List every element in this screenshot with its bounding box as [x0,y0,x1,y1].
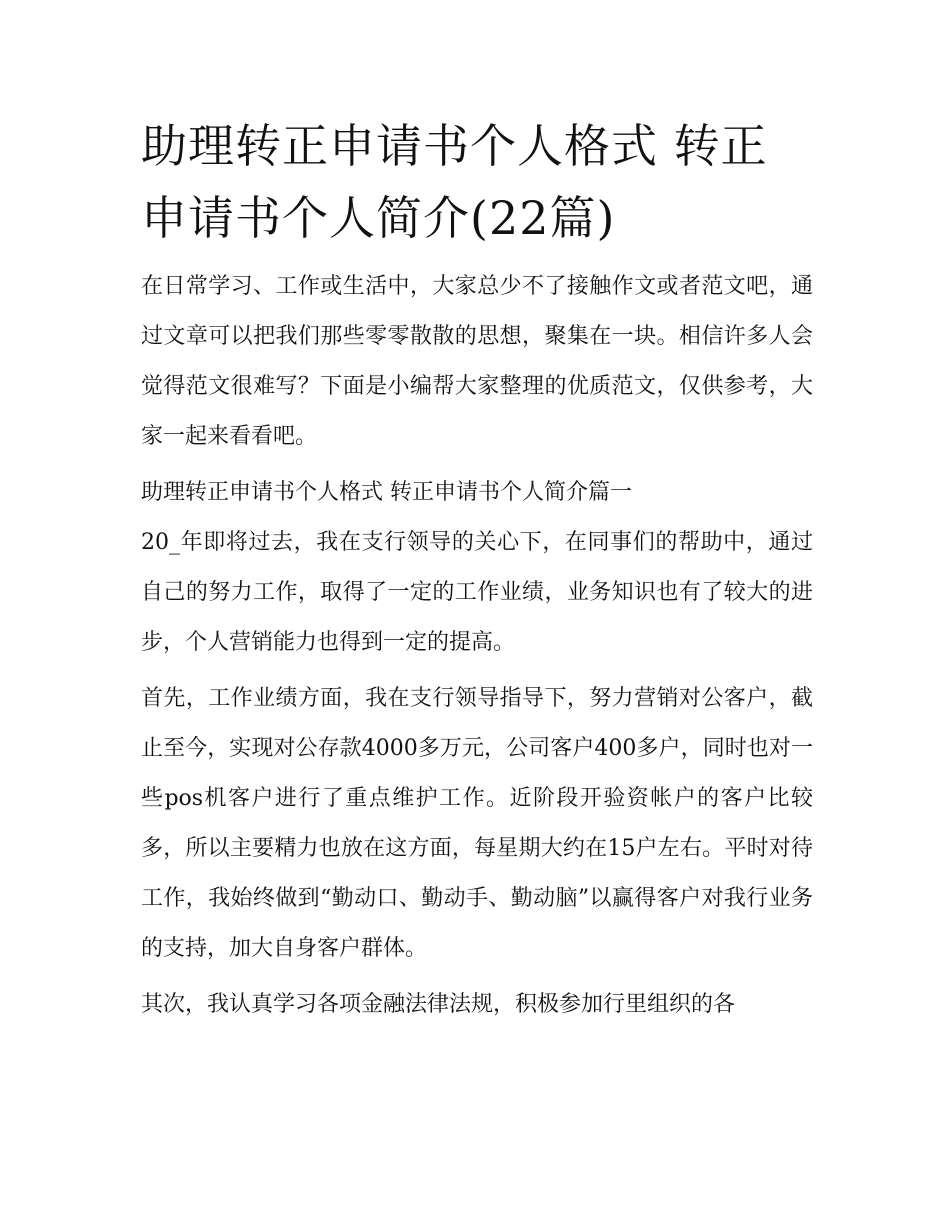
intro-paragraph: 在日常学习、工作或生活中，大家总少不了接触作文或者范文吧，通过文章可以把我们那些零零散散的思想，聚集在一块。相信许多人会觉得范文很难写？下面是小编帮大家整理的优质范文，仅供参考，大家一起来看看吧。 [141,274,813,449]
body-paragraph-3: 其次，我认真学习各项金融法律法规，积极参加行里组织的各 [141,992,736,1017]
section-heading: 助理转正申请书个人格式 转正申请书个人简介篇一 [141,480,632,505]
body-paragraph-1: 20_年即将过去，我在支行领导的关心下，在同事们的帮助中，通过自己的努力工作，取得了一定的工作业绩，业务知识也有了较大的进步，个人营销能力也得到一定的提高。 [141,530,813,655]
document-body [141,262,813,1030]
body-paragraph-2: 首先，工作业绩方面，我在支行领导指导下，努力营销对公客户，截止至今，实现对公存款4000多万元，公司客户400多户，同时也对一些pos机客户进行了重点维护工作。近阶段开验资帐户的客户比较多，所以主要精力也放在这方面，每星期大约在15户左右。平时对待工作，我始终做到“勤动口、勤动手、勤动脑”以赢得客户对我行业务的支持，加大自身客户群体。 [141,686,813,961]
document-page [141,110,813,1036]
document-title: 助理转正申请书个人格式 转正申请书个人简介(22篇) [141,119,768,245]
